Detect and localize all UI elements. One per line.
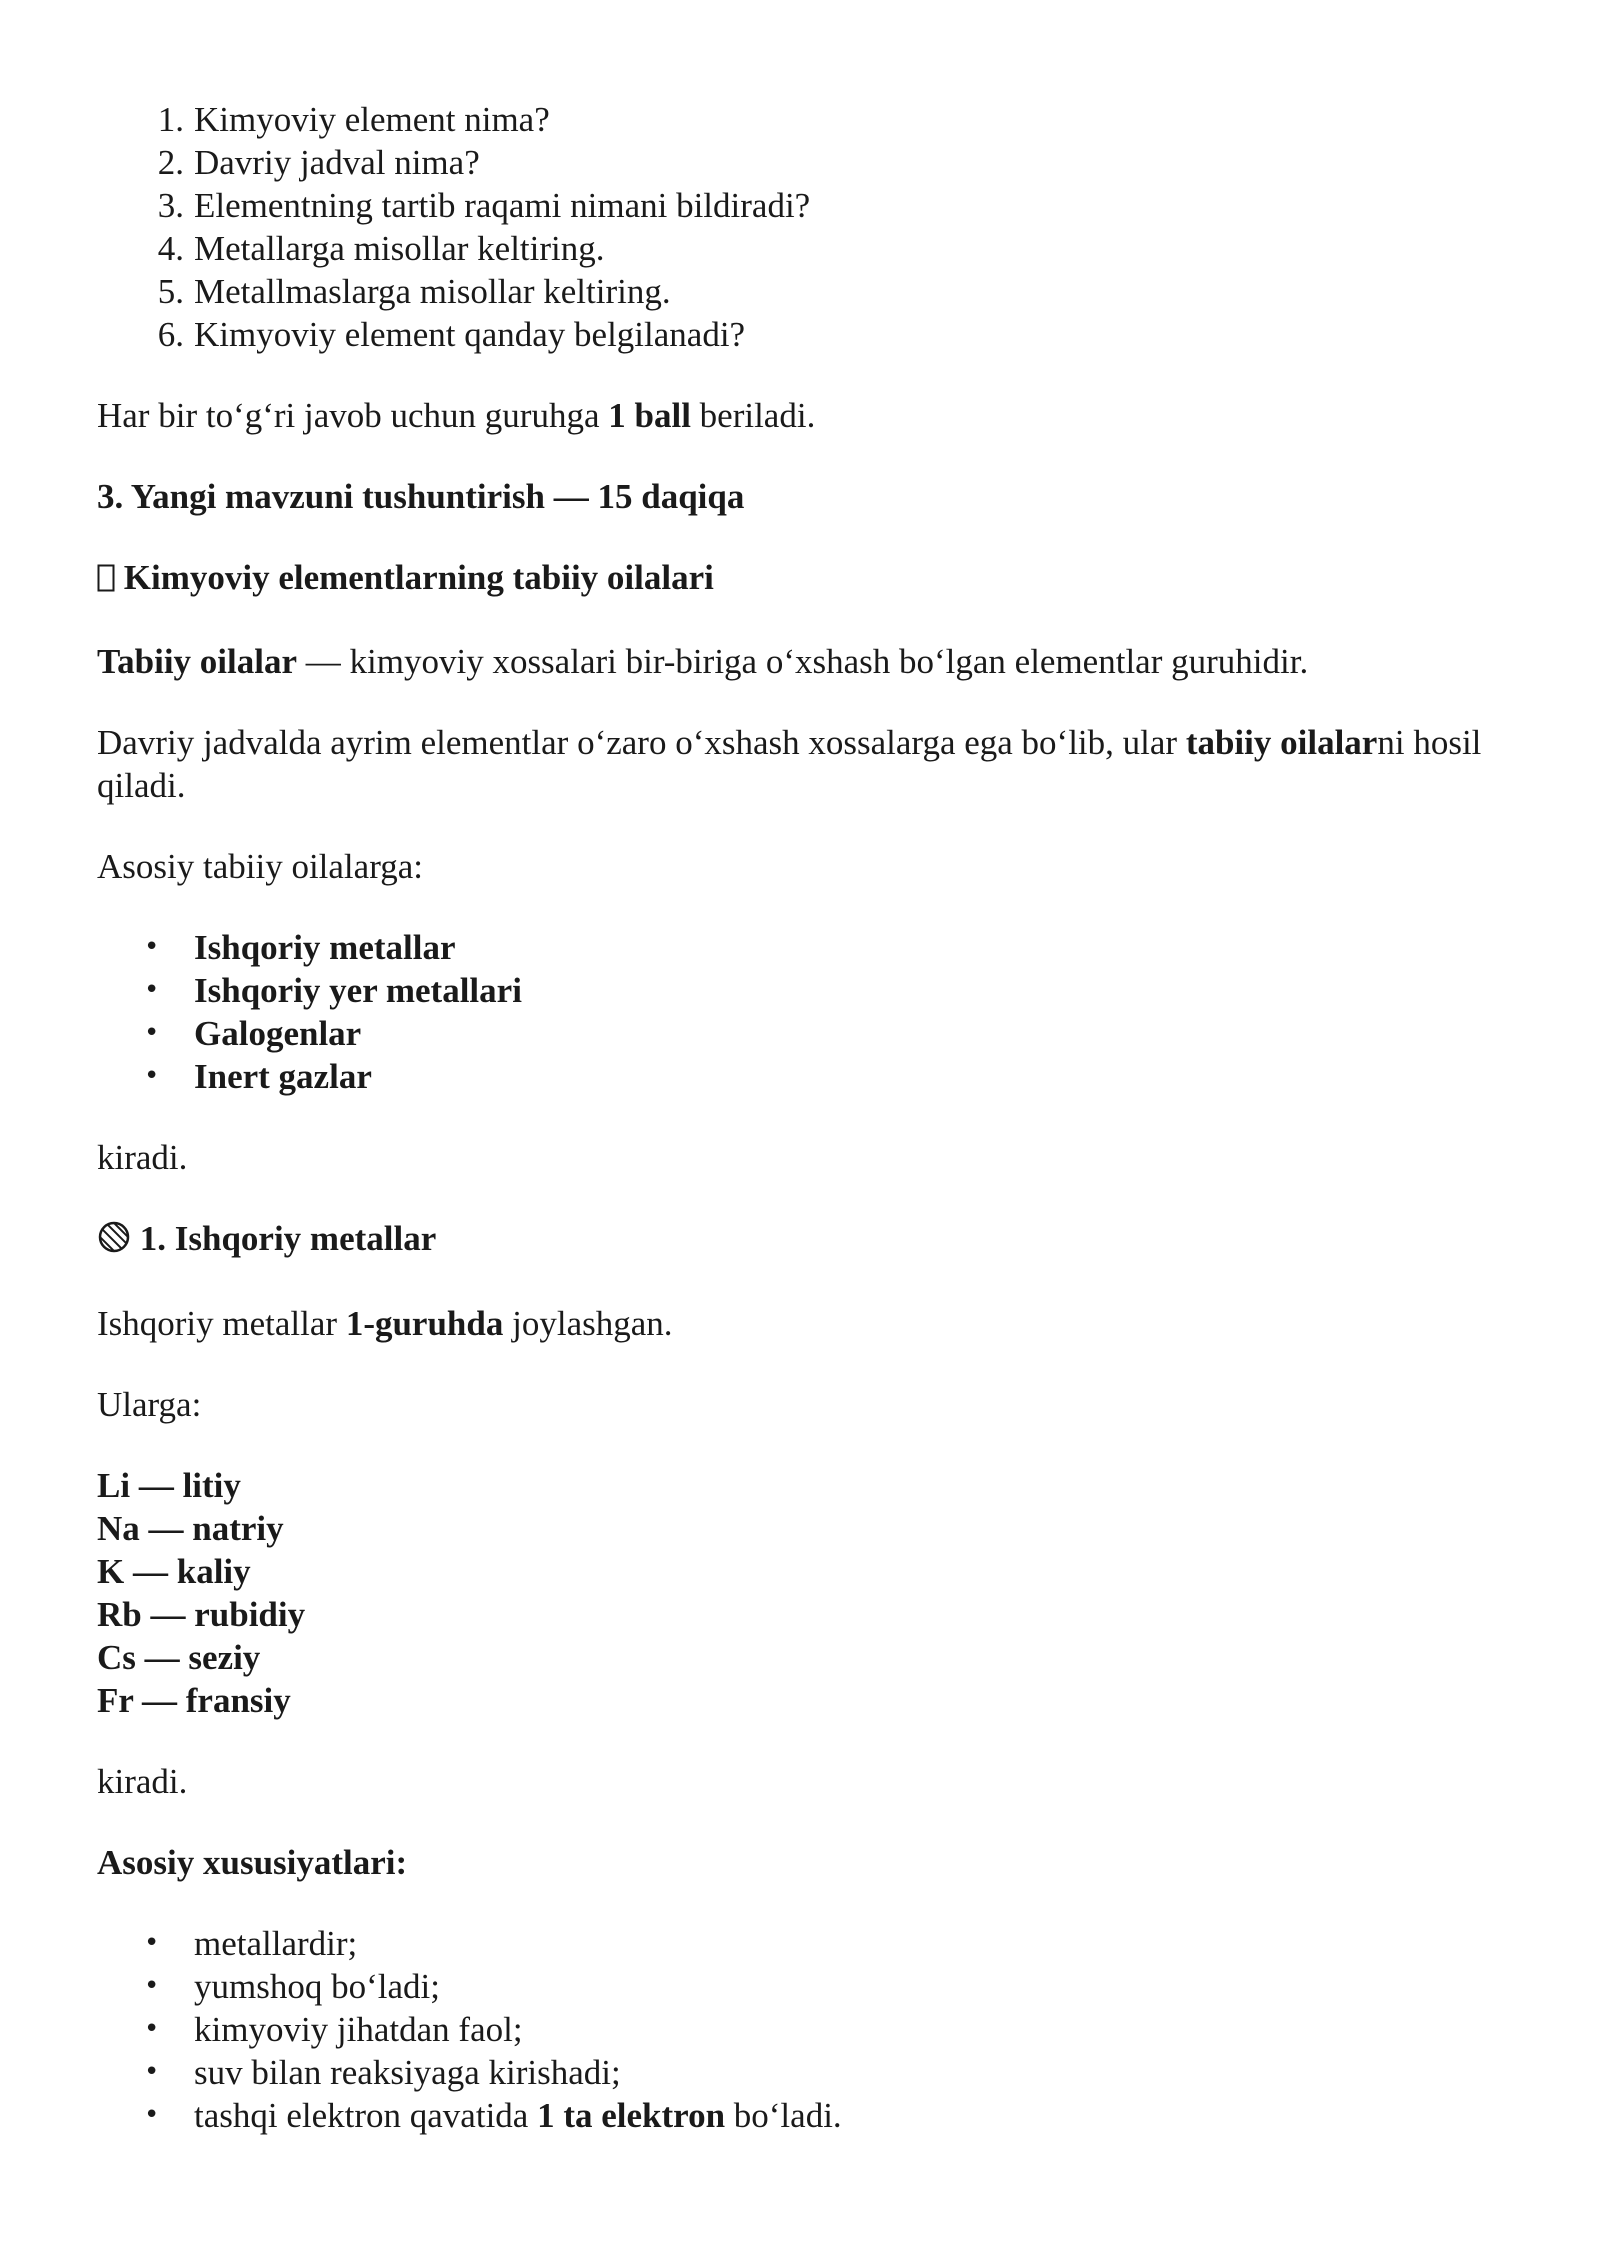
element-line [97, 1679, 1517, 1722]
item-number: 1. [157, 100, 184, 139]
list-item [97, 313, 1517, 356]
list-item [97, 1922, 1517, 1965]
list-item [97, 2008, 1517, 2051]
question-text: Elementning tartib raqami nimani bildiradi? [194, 186, 811, 225]
definition-text: — kimyoviy xossalari bir-biriga o‘xshash bo‘lgan elementlar guruhidir. [297, 642, 1309, 682]
element-entry: Li — litiy [97, 1466, 241, 1506]
property-bold: 1 ta elektron [537, 2096, 726, 2136]
alkali-location-text-end: joylashgan. [503, 1304, 673, 1344]
ularga-text: Ularga: [97, 1385, 202, 1425]
question-text: Metallarga misollar keltiring. [194, 229, 605, 268]
question-text: Davriy jadval nima? [194, 143, 480, 182]
element-entry: Rb — rubidiy [97, 1595, 306, 1635]
bullet: • [144, 1928, 160, 1959]
element-entry: Cs — seziy [97, 1638, 261, 1678]
definition-paragraph [97, 640, 1517, 683]
element-entry: Fr — fransiy [97, 1681, 291, 1721]
list-item [97, 926, 1517, 969]
group-number: 1-guruhda [345, 1304, 504, 1344]
list-item [97, 184, 1517, 227]
element-line [97, 1464, 1517, 1507]
davriy-paragraph [97, 721, 1517, 807]
families-heading [97, 556, 1517, 602]
element-line [97, 1507, 1517, 1550]
list-item [97, 1012, 1517, 1055]
alkali-heading [97, 1217, 1517, 1264]
davriy-text-end: ni hosil qiladi. [97, 723, 1482, 806]
asosiy-intro: Asosiy tabiiy oilalarga: [97, 847, 423, 887]
score-note-text: Har bir to‘g‘ri javob uchun guruhga [97, 396, 609, 435]
alkali-location-text: Ishqoriy metallar [97, 1304, 346, 1344]
list-item [97, 1965, 1517, 2008]
hatched-circle-icon [97, 1220, 131, 1264]
item-number: 3. [157, 186, 184, 225]
family-name: Galogenlar [194, 1014, 362, 1054]
item-number: 6. [157, 315, 184, 354]
list-item [97, 2051, 1517, 2094]
list-item [97, 141, 1517, 184]
alkali-heading-text: 1. Ishqoriy metallar [139, 1219, 437, 1259]
bullet: • [144, 2014, 160, 2045]
section-title: 3. Yangi mavzuni tushuntirish — 15 daqiqa [97, 477, 745, 516]
element-line [97, 1636, 1517, 1679]
question-text: Kimyoviy element qanday belgilanadi? [194, 315, 746, 354]
property-text: metallardir; [194, 1924, 358, 1964]
questions-list [97, 98, 1517, 356]
element-line [97, 1593, 1517, 1636]
family-name: Inert gazlar [194, 1057, 372, 1097]
item-number: 4. [157, 229, 184, 268]
family-name: Ishqoriy metallar [194, 928, 456, 968]
properties-title: Asosiy xususiyatlari: [97, 1843, 408, 1883]
kiradi-text: kiradi. [97, 1762, 188, 1802]
alkali-location [97, 1302, 1517, 1345]
question-text: Kimyoviy element nima? [194, 100, 550, 139]
bullet: • [144, 2100, 160, 2131]
document-page [97, 98, 1517, 2137]
element-entry: K — kaliy [97, 1552, 251, 1592]
families-heading-text: Kimyoviy elementlarning tabiiy oilalari [123, 558, 714, 597]
list-item [97, 270, 1517, 313]
family-name: Ishqoriy yer metallari [194, 971, 522, 1011]
elements-list [97, 1464, 1517, 1722]
list-item [97, 1055, 1517, 1098]
definition-term: Tabiiy oilalar [97, 642, 298, 682]
kiradi-text: kiradi. [97, 1138, 188, 1178]
item-number: 2. [157, 143, 184, 182]
list-item [97, 227, 1517, 270]
bullet: • [144, 1061, 160, 1092]
property-text: tashqi elektron qavatida [194, 2096, 538, 2136]
davriy-bold: tabiiy oilalar [1185, 723, 1378, 763]
element-entry: Na — natriy [97, 1509, 284, 1549]
families-list [97, 926, 1517, 1098]
question-text: Metallmaslarga misollar keltiring. [194, 272, 671, 311]
bullet: • [144, 975, 160, 1006]
list-item [97, 98, 1517, 141]
property-text: kimyoviy jihatdan faol; [194, 2010, 523, 2050]
list-item [97, 2094, 1517, 2137]
element-line [97, 1550, 1517, 1593]
property-text: suv bilan reaksiyaga kirishadi; [194, 2053, 621, 2093]
list-item [97, 969, 1517, 1012]
bullet: • [144, 2057, 160, 2088]
bullet: • [144, 1018, 160, 1049]
property-text-end: bo‘ladi. [725, 2096, 842, 2136]
score-note [97, 394, 1517, 437]
missing-glyph-box-icon [97, 559, 115, 602]
property-text: yumshoq bo‘ladi; [194, 1967, 440, 2007]
bullet: • [144, 932, 160, 963]
score-note-text-end: beriladi. [690, 396, 816, 435]
davriy-text: Davriy jadvalda ayrim elementlar o‘zaro o‘xshash xossalarga ega bo‘lib, ular [97, 723, 1186, 763]
item-number: 5. [157, 272, 184, 311]
score-value: 1 ball [608, 396, 691, 435]
bullet: • [144, 1971, 160, 2002]
properties-list [97, 1922, 1517, 2137]
